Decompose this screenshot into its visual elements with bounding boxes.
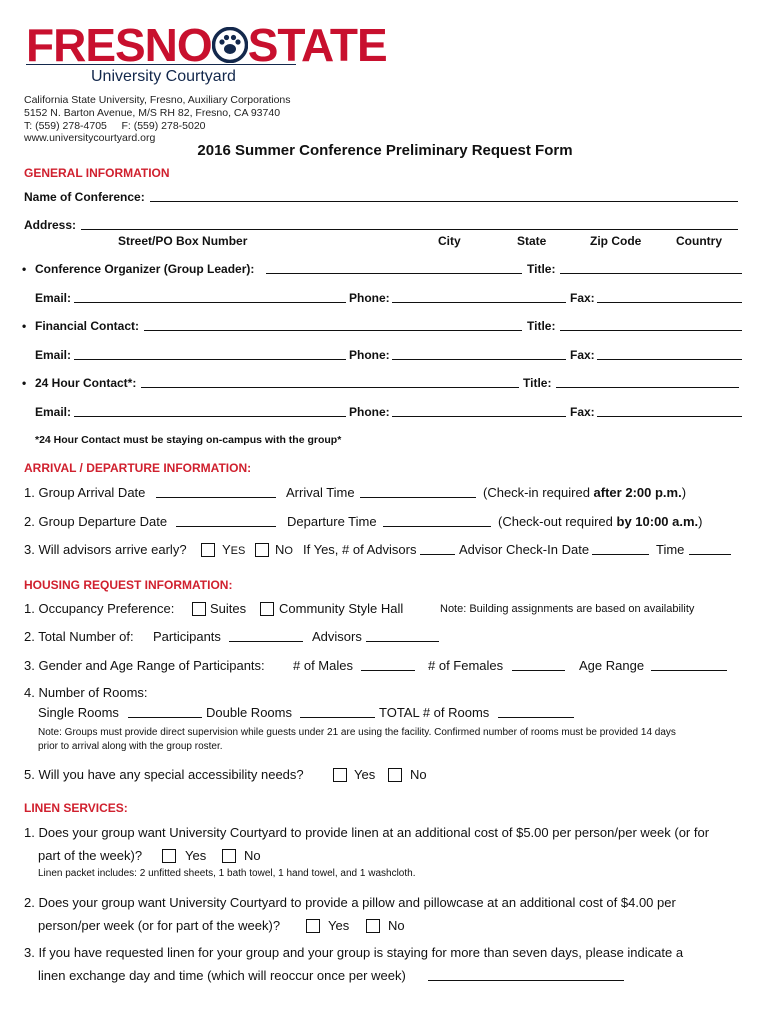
advisors-early-no-label: NO xyxy=(275,542,293,557)
arrival-date-field[interactable] xyxy=(156,497,276,498)
participants-label: Participants xyxy=(153,629,221,644)
checkout-note: (Check-out required by 10:00 a.m.) xyxy=(498,514,703,529)
financial-contact-field[interactable] xyxy=(144,330,522,331)
pillow-yes-checkbox[interactable] xyxy=(306,919,320,933)
advisors-early-no-checkbox[interactable] xyxy=(255,543,269,557)
age-range-field[interactable] xyxy=(651,670,727,671)
advisor-checkin-date-field[interactable] xyxy=(592,554,649,555)
linen-yes-label: Yes xyxy=(185,848,207,863)
occupancy-label: 1. Occupancy Preference: xyxy=(24,601,175,616)
organizer-fax-label: Fax: xyxy=(570,291,595,305)
males-field[interactable] xyxy=(361,670,415,671)
advisors-field[interactable] xyxy=(366,641,439,642)
financial-fax-label: Fax: xyxy=(570,348,595,362)
logo-divider xyxy=(26,64,296,65)
organizer-field[interactable] xyxy=(266,273,522,274)
supervision-note-line1: Note: Groups must provide direct supervision while guests under 21 are using the facility. Confirmed number of rooms must be provided 14 days xyxy=(38,727,676,738)
double-rooms-field[interactable] xyxy=(300,717,375,718)
accessibility-no-label: No xyxy=(410,767,427,782)
linen-yes-checkbox[interactable] xyxy=(162,849,176,863)
address-zip-caption: Zip Code xyxy=(590,234,642,248)
financial-phone-label: Phone: xyxy=(349,348,390,362)
accessibility-label: 5. Will you have any special accessibility needs? xyxy=(24,767,304,782)
advisors-early-yes-checkbox[interactable] xyxy=(201,543,215,557)
building-note: Note: Building assignments are based on availability xyxy=(440,603,695,615)
participants-field[interactable] xyxy=(229,641,303,642)
bullet: • xyxy=(22,319,27,333)
logo-text-state: STATE xyxy=(247,19,387,71)
linen-q3-line2: linen exchange day and time (which will reoccur once per week) xyxy=(38,968,406,983)
address-city-caption: City xyxy=(438,234,461,248)
departure-date-label: 2. Group Departure Date xyxy=(24,514,168,529)
accessibility-yes-checkbox[interactable] xyxy=(333,768,347,782)
org-website: www.universitycourtyard.org xyxy=(24,132,156,144)
contact24-field[interactable] xyxy=(141,387,519,388)
suites-checkbox[interactable] xyxy=(192,602,206,616)
address-country-caption: Country xyxy=(676,234,722,248)
advisor-time-field[interactable] xyxy=(689,554,731,555)
organizer-email-label: Email: xyxy=(35,291,72,305)
paw-icon xyxy=(212,27,248,63)
contact24-phone-label: Phone: xyxy=(349,405,390,419)
supervision-note-line2: prior to arrival along with the group roster. xyxy=(38,741,223,752)
arrival-date-label: 1. Group Arrival Date xyxy=(24,485,146,500)
total-rooms-label: TOTAL # of Rooms xyxy=(379,705,490,720)
departure-date-field[interactable] xyxy=(176,526,276,527)
conference-name-label: Name of Conference: xyxy=(24,190,145,204)
total-rooms-field[interactable] xyxy=(498,717,574,718)
organizer-fax-field[interactable] xyxy=(597,302,742,303)
address-street-caption: Street/PO Box Number xyxy=(118,234,248,248)
bullet: • xyxy=(22,376,27,390)
section-linen-heading: LINEN SERVICES: xyxy=(24,801,128,815)
org-name: California State University, Fresno, Auxiliary Corporations xyxy=(24,94,291,106)
conference-name-field[interactable] xyxy=(150,201,738,202)
organizer-phone-label: Phone: xyxy=(349,291,390,305)
financial-fax-field[interactable] xyxy=(597,359,742,360)
advisor-time-label: Time xyxy=(656,542,685,557)
age-range-label: Age Range xyxy=(579,658,645,673)
accessibility-no-checkbox[interactable] xyxy=(388,768,402,782)
advisors-early-yes-label: YES xyxy=(222,542,246,557)
contact24-title-label: Title: xyxy=(523,376,552,390)
arrival-time-field[interactable] xyxy=(360,497,476,498)
financial-email-label: Email: xyxy=(35,348,72,362)
linen-no-label: No xyxy=(244,848,261,863)
advisors-count-label: If Yes, # of Advisors xyxy=(303,542,417,557)
pillow-no-checkbox[interactable] xyxy=(366,919,380,933)
organizer-title-label: Title: xyxy=(527,262,556,276)
gender-age-label: 3. Gender and Age Range of Participants: xyxy=(24,658,265,673)
organizer-label: Conference Organizer (Group Leader): xyxy=(35,262,255,276)
advisors-early-label: 3. Will advisors arrive early? xyxy=(24,542,187,557)
advisor-checkin-date-label: Advisor Check-In Date xyxy=(459,542,590,557)
community-hall-checkbox[interactable] xyxy=(260,602,274,616)
rooms-label: 4. Number of Rooms: xyxy=(24,685,148,700)
fresno-state-logo xyxy=(26,19,387,71)
bullet: • xyxy=(22,262,27,276)
females-field[interactable] xyxy=(512,670,565,671)
total-number-label: 2. Total Number of: xyxy=(24,629,134,644)
suites-label: Suites xyxy=(210,601,247,616)
advisors-label: Advisors xyxy=(312,629,362,644)
organizer-title-field[interactable] xyxy=(560,273,742,274)
contact24-email-field[interactable] xyxy=(74,416,346,417)
accessibility-yes-label: Yes xyxy=(354,767,376,782)
org-phones: T: (559) 278-4705 F: (559) 278-5020 xyxy=(24,120,206,132)
section-general-heading: GENERAL INFORMATION xyxy=(24,166,170,180)
logo-subtitle: University Courtyard xyxy=(91,68,236,85)
address-label: Address: xyxy=(24,218,77,232)
form-title: 2016 Summer Conference Preliminary Request Form xyxy=(197,142,573,159)
checkin-note: (Check-in required after 2:00 p.m.) xyxy=(483,485,687,500)
linen-q1-line2: part of the week)? xyxy=(38,848,143,863)
organizer-email-field[interactable] xyxy=(74,302,346,303)
address-state-caption: State xyxy=(517,234,547,248)
advisors-count-field[interactable] xyxy=(420,554,455,555)
section-housing-heading: HOUSING REQUEST INFORMATION: xyxy=(24,578,233,592)
double-rooms-label: Double Rooms xyxy=(206,705,292,720)
financial-phone-field[interactable] xyxy=(392,359,566,360)
linen-packet-note: Linen packet includes: 2 unfitted sheets, 1 bath towel, 1 hand towel, and 1 washcloth. xyxy=(38,868,416,879)
linen-q1-line1: 1. Does your group want University Courtyard to provide linen at an additional cost of $5.00 per person/per week (or for xyxy=(24,825,710,840)
pillow-no-label: No xyxy=(388,918,405,933)
single-rooms-field[interactable] xyxy=(128,717,202,718)
financial-contact-label: Financial Contact: xyxy=(35,319,140,333)
contact24-note: *24 Hour Contact must be staying on-campus with the group* xyxy=(35,434,342,446)
logo-text-fresno: FRESNO xyxy=(26,19,212,71)
contact24-fax-field[interactable] xyxy=(597,416,742,417)
financial-email-field[interactable] xyxy=(74,359,346,360)
linen-q3-line1: 3. If you have requested linen for your group and your group is staying for more than seven days, please indicate a xyxy=(24,945,684,960)
linen-q2-line1: 2. Does your group want University Courtyard to provide a pillow and pillowcase at an additional cost of $4.00 per xyxy=(24,895,676,910)
contact24-label: 24 Hour Contact*: xyxy=(35,376,137,390)
financial-title-label: Title: xyxy=(527,319,556,333)
linen-q2-line2: person/per week (or for part of the week)? xyxy=(38,918,281,933)
financial-title-field[interactable] xyxy=(560,330,742,331)
contact24-email-label: Email: xyxy=(35,405,72,419)
pillow-yes-label: Yes xyxy=(328,918,350,933)
contact24-title-field[interactable] xyxy=(556,387,739,388)
organizer-phone-field[interactable] xyxy=(392,302,566,303)
org-address: 5152 N. Barton Avenue, M/S RH 82, Fresno, CA 93740 xyxy=(24,107,281,119)
community-hall-label: Community Style Hall xyxy=(279,601,404,616)
section-arrival-heading: ARRIVAL / DEPARTURE INFORMATION: xyxy=(24,461,252,475)
contact24-phone-field[interactable] xyxy=(392,416,566,417)
females-label: # of Females xyxy=(428,658,504,673)
arrival-time-label: Arrival Time xyxy=(286,485,355,500)
linen-no-checkbox[interactable] xyxy=(222,849,236,863)
linen-exchange-field[interactable] xyxy=(428,980,624,981)
address-field[interactable] xyxy=(81,229,738,230)
males-label: # of Males xyxy=(293,658,353,673)
departure-time-field[interactable] xyxy=(383,526,491,527)
departure-time-label: Departure Time xyxy=(287,514,377,529)
single-rooms-label: Single Rooms xyxy=(38,705,119,720)
contact24-fax-label: Fax: xyxy=(570,405,595,419)
